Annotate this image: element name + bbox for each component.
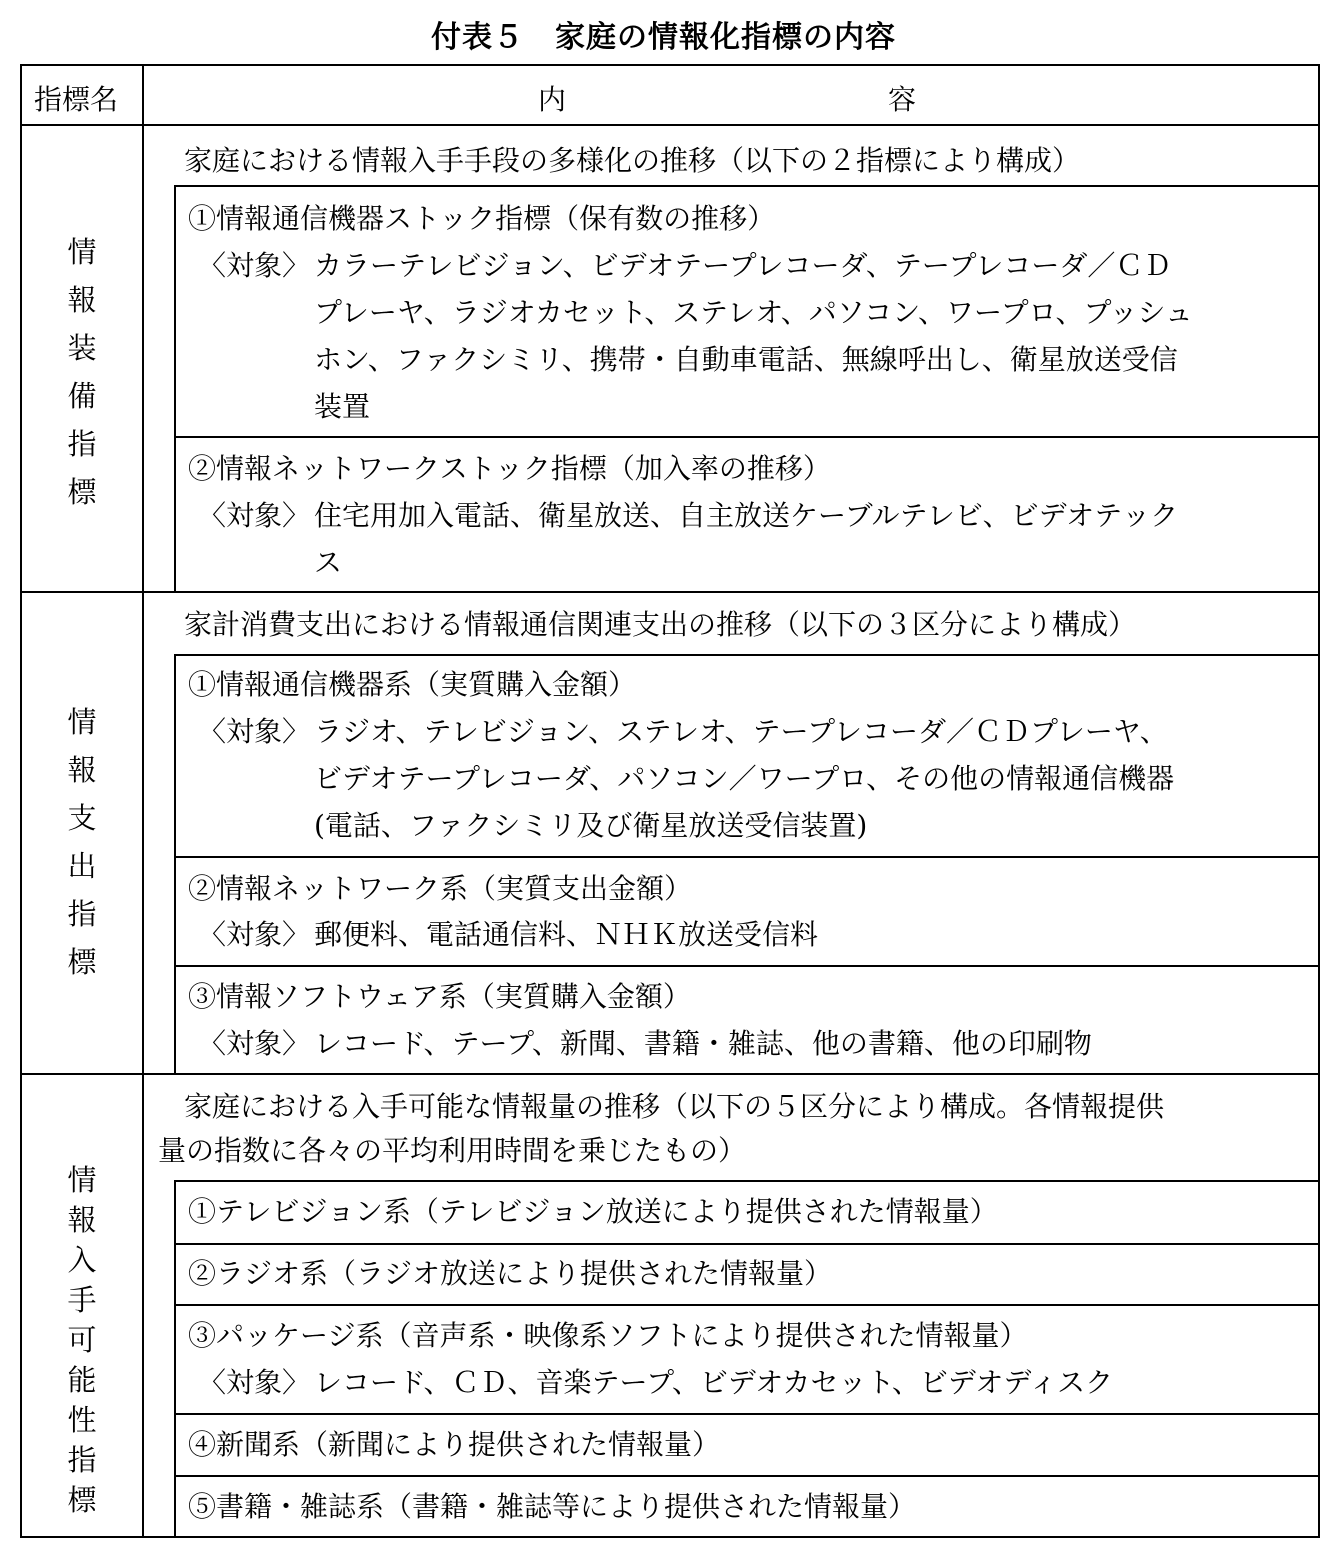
subbox-left-border [174, 1180, 176, 1538]
table-border-right [1318, 64, 1320, 1538]
item-heading: ①テレビジョン系（テレビジョン放送により提供された情報量） [188, 1195, 998, 1228]
target-line: 郵便料、電話通信料、ＮＨＫ放送受信料 [314, 918, 819, 951]
target-label: 〈対象〉 [198, 249, 311, 282]
item-divider [174, 965, 1320, 967]
target-label: 〈対象〉 [198, 499, 311, 532]
target-line: ビデオテープレコーダ、パソコン／ワープロ、その他の情報通信機器 [314, 762, 1175, 795]
column-divider [142, 64, 144, 1538]
target-line: レコード、テープ、新聞、書籍・雑誌、他の書籍、他の印刷物 [314, 1027, 1092, 1060]
header-content-a: 内 [538, 83, 567, 116]
table-border-left [20, 64, 22, 1538]
header-divider [20, 124, 1320, 126]
target-line: (電話、ファクシミリ及び衛星放送受信装置) [314, 809, 868, 842]
header-indicator-name: 指標名 [34, 83, 119, 116]
target-line: 装置 [314, 390, 371, 423]
subbox-border [174, 1180, 1320, 1182]
subbox-border [174, 185, 1320, 187]
item-heading: ⑤書籍・雑誌系（書籍・雑誌等により提供された情報量） [188, 1490, 917, 1523]
target-label: 〈対象〉 [198, 715, 311, 748]
section-label-availability: 情 報 入 手 可 能 性 指 標 [67, 1163, 97, 1517]
section-label-equipment: 情 報 装 備 指 標 [67, 235, 97, 509]
item-divider [174, 1413, 1320, 1415]
table-border-top [20, 64, 1320, 66]
item-divider [174, 1304, 1320, 1306]
target-line: プレーヤ、ラジオカセット、ステレオ、パソコン、ワープロ、プッシュ [314, 296, 1193, 329]
item-heading: ②ラジオ系（ラジオ放送により提供された情報量） [188, 1257, 833, 1290]
document-title: 付表５ 家庭の情報化指標の内容 [431, 20, 896, 55]
section-divider [20, 591, 1320, 593]
header-content-b: 容 [888, 83, 917, 116]
item-heading: ①情報通信機器系（実質購入金額） [188, 668, 637, 701]
item-heading: ②情報ネットワークストック指標（加入率の推移） [188, 452, 831, 485]
item-divider [174, 1475, 1320, 1477]
item-heading: ④新聞系（新聞により提供された情報量） [188, 1428, 721, 1461]
target-line: ホン、ファクシミリ、携帯・自動車電話、無線呼出し、衛星放送受信 [314, 343, 1178, 376]
item-divider [174, 856, 1320, 858]
section-description: 家庭における情報入手手段の多様化の推移（以下の２指標により構成） [184, 144, 1081, 177]
target-label: 〈対象〉 [198, 918, 311, 951]
target-line: カラーテレビジョン、ビデオテープレコーダ、テープレコーダ／ＣＤ [314, 249, 1172, 282]
section-description: 量の指数に各々の平均利用時間を乗じたもの） [158, 1134, 747, 1167]
target-line: レコード、ＣＤ、音楽テープ、ビデオカセット、ビデオディスク [314, 1366, 1114, 1399]
item-heading: ①情報通信機器ストック指標（保有数の推移） [188, 202, 776, 235]
item-heading: ③パッケージ系（音声系・映像系ソフトにより提供された情報量） [188, 1319, 1028, 1352]
item-heading: ③情報ソフトウェア系（実質購入金額） [188, 980, 691, 1013]
target-label: 〈対象〉 [198, 1027, 311, 1060]
target-line: 住宅用加入電話、衛星放送、自主放送ケーブルテレビ、ビデオテック [314, 499, 1179, 532]
subbox-left-border [174, 654, 176, 1074]
section-label-expenditure: 情 報 支 出 指 標 [67, 705, 97, 979]
target-line: ラジオ、テレビジョン、ステレオ、テープレコーダ／ＣＤプレーヤ、 [314, 715, 1168, 748]
section-divider [20, 1073, 1320, 1075]
item-heading: ②情報ネットワーク系（実質支出金額） [188, 872, 693, 905]
item-divider [174, 1243, 1320, 1245]
target-line: ス [314, 546, 343, 579]
target-label: 〈対象〉 [198, 1366, 311, 1399]
section-description: 家庭における入手可能な情報量の推移（以下の５区分により構成。各情報提供 [184, 1090, 1165, 1123]
item-divider [174, 436, 1320, 438]
subbox-left-border [174, 185, 176, 591]
subbox-border [174, 654, 1320, 656]
table-border-bottom [20, 1536, 1320, 1538]
section-description: 家計消費支出における情報通信関連支出の推移（以下の３区分により構成） [184, 608, 1137, 641]
